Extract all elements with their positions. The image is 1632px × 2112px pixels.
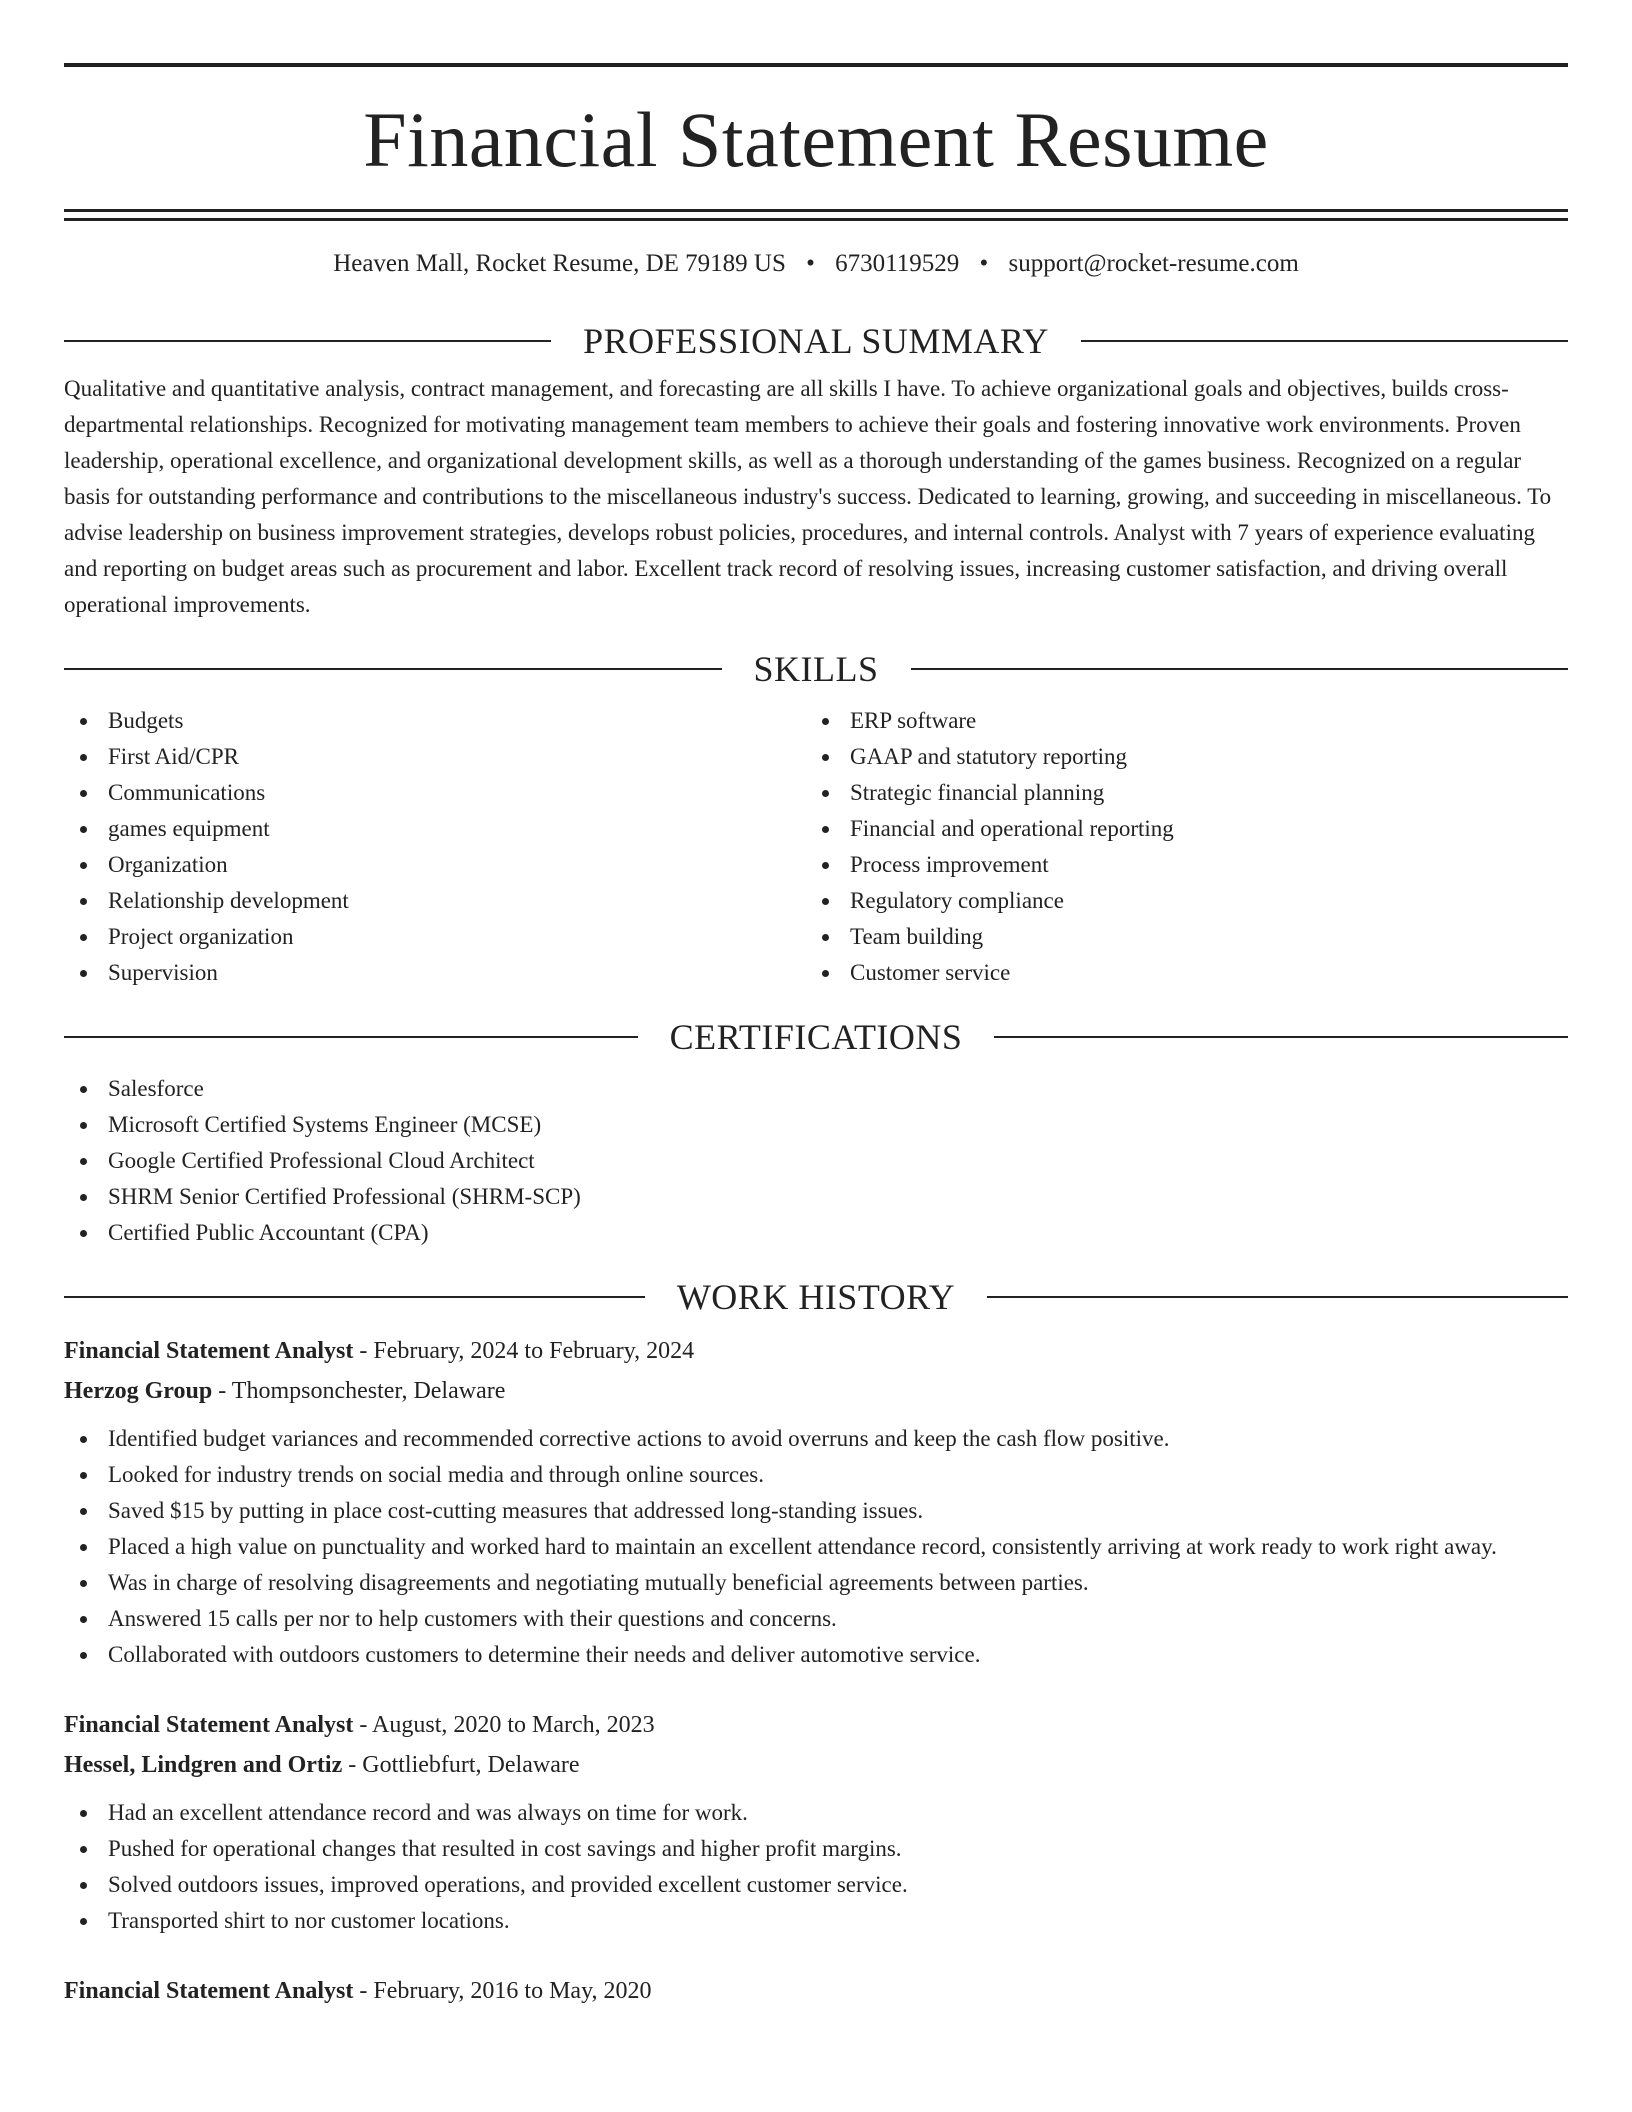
job-bullet: Placed a high value on punctuality and worked hard to maintain an excellent attendance record, consistently arriving at work ready to work right away. [64,1529,1568,1565]
skill-item: Customer service [806,955,1548,991]
skill-item: Process improvement [806,847,1548,883]
contact-separator: • [806,250,815,277]
resume-page [64,0,1568,2011]
summary-text: Qualitative and quantitative analysis, contract management, and forecasting are all skills I have. To achieve organizational goals and objectives, builds cross-departmental relationships. Recognized for motivating management team members to achieve their goals and fostering innovative work environments. Proven leadership, operational excellence, and organizational development skills, as well as a thorough understanding of the games business. Recognized on a regular basis for outstanding performance and contributions to the miscellaneous industry's success. Dedicated to learning, growing, and succeeding in miscellaneous. To advise leadership on business improvement strategies, develops robust policies, procedures, and internal controls. Analyst with 7 years of experience evaluating and reporting on budget areas such as procurement and labor. Excellent track record of resolving issues, increasing customer satisfaction, and driving overall operational improvements. [64,376,1552,617]
job-bullet: Collaborated with outdoors customers to determine their needs and deliver automotive service. [64,1637,1568,1673]
skill-item: Budgets [64,703,806,739]
certification-item: Microsoft Certified Systems Engineer (MCSE) [64,1107,1568,1143]
skills-column-left [64,703,806,991]
skill-item: Relationship development [64,883,806,919]
job-bullets [64,1421,1568,1673]
skill-item: Strategic financial planning [806,775,1548,811]
heading-rule-right [911,668,1569,670]
certification-item: Certified Public Accountant (CPA) [64,1215,1568,1251]
job-bullet: Pushed for operational changes that resulted in cost savings and higher profit margins. [64,1831,1568,1867]
job-dates: February, 2024 to February, 2024 [373,1338,695,1364]
heading-rule-left [64,668,722,670]
certification-item: Google Certified Professional Cloud Architect [64,1143,1568,1179]
job-entry [64,1331,1568,1673]
skill-item: ERP software [806,703,1548,739]
section-title: PROFESSIONAL SUMMARY [583,321,1049,361]
heading-rule-right [987,1296,1568,1298]
job-bullet: Solved outdoors issues, improved operations, and provided excellent customer service. [64,1867,1568,1903]
section-heading-certifications [64,1015,1568,1059]
job-title: Financial Statement Analyst [64,1338,354,1364]
job-company: Herzog Group [64,1378,213,1404]
job-title: Financial Statement Analyst [64,1978,354,2004]
job-location: Thompsonchester, Delaware [231,1378,506,1404]
skill-item: Team building [806,919,1548,955]
resume-title: Financial Statement Resume [363,96,1269,183]
skill-item: Supervision [64,955,806,991]
job-company: Hessel, Lindgren and Ortiz [64,1752,343,1778]
section-heading-skills [64,647,1568,691]
job-bullet: Saved $15 by putting in place cost-cutting measures that addressed long-standing issues. [64,1493,1568,1529]
job-bullet: Transported shirt to nor customer locations. [64,1903,1568,1939]
skills-column-right [806,703,1548,991]
contact-email: support@rocket-resume.com [1008,250,1299,277]
job-bullet: Had an excellent attendance record and was always on time for work. [64,1795,1568,1831]
job-location: Gottliebfurt, Delaware [362,1752,580,1778]
certification-item: Salesforce [64,1071,1568,1107]
contact-phone: 6730119529 [835,250,960,277]
skill-item: GAAP and statutory reporting [806,739,1548,775]
job-company-line: Hessel, Lindgren and Ortiz - Gottliebfurt, Delaware [64,1752,580,1778]
heading-rule-left [64,1036,638,1038]
heading-rule-left [64,340,551,342]
skill-item: games equipment [64,811,806,847]
job-dates: August, 2020 to March, 2023 [372,1712,655,1738]
skill-item: First Aid/CPR [64,739,806,775]
heading-rule-left [64,1296,645,1298]
heading-rule-right [1081,340,1568,342]
section-title: CERTIFICATIONS [669,1017,963,1057]
job-entry [64,1705,1568,1939]
certifications-list [64,1071,1568,1251]
title-rule-lower [64,218,1568,221]
contact-line [64,249,1568,279]
job-bullet: Looked for industry trends on social media and through online sources. [64,1457,1568,1493]
job-title-line: Financial Statement Analyst - August, 2020 to March, 2023 [64,1712,655,1738]
skill-item: Financial and operational reporting [806,811,1548,847]
title-rule-upper [64,209,1568,212]
job-bullets [64,1795,1568,1939]
heading-rule-right [994,1036,1568,1038]
section-title: SKILLS [753,649,879,689]
skill-item: Communications [64,775,806,811]
job-bullet: Was in charge of resolving disagreements and negotiating mutually beneficial agreements between parties. [64,1565,1568,1601]
certification-item: SHRM Senior Certified Professional (SHRM-SCP) [64,1179,1568,1215]
section-heading-work-history [64,1275,1568,1319]
contact-address: Heaven Mall, Rocket Resume, DE 79189 US [333,250,786,277]
job-title-line: Financial Statement Analyst - February, 2024 to February, 2024 [64,1338,695,1364]
job-title-line: Financial Statement Analyst - February, 2016 to May, 2020 [64,1978,652,2004]
skill-item: Organization [64,847,806,883]
contact-separator: • [979,250,989,277]
job-dates: February, 2016 to May, 2020 [373,1978,652,2004]
job-title: Financial Statement Analyst [64,1712,354,1738]
skills-list [64,703,1568,991]
skill-item: Regulatory compliance [806,883,1548,919]
top-rule [64,63,1568,67]
job-bullet: Identified budget variances and recommended corrective actions to avoid overruns and keep the cash flow positive. [64,1421,1568,1457]
section-title: WORK HISTORY [676,1277,956,1317]
skill-item: Project organization [64,919,806,955]
job-company-line: Herzog Group - Thompsonchester, Delaware [64,1378,506,1404]
section-heading-summary [64,319,1568,363]
job-entry [64,1971,1568,2011]
job-bullet: Answered 15 calls per nor to help customers with their questions and concerns. [64,1601,1568,1637]
